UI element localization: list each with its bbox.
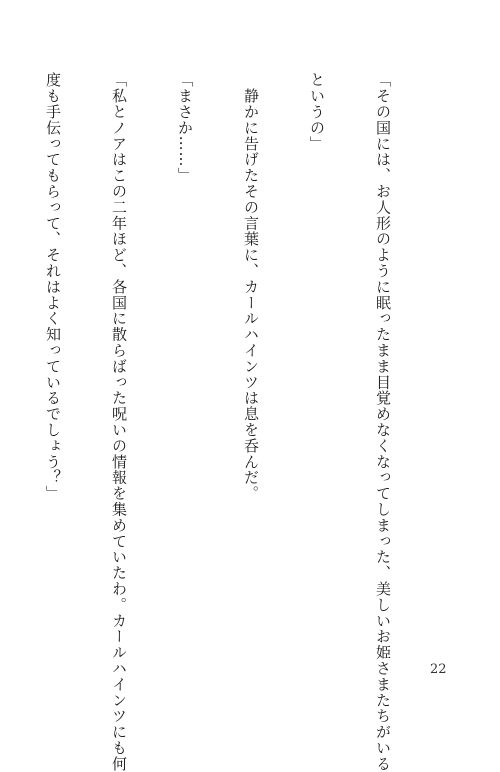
text-line: というの」 (308, 72, 326, 152)
text-line: 「私とノアはこの二年ほど、各国に散らばった呪いの情報を集めていたわ。カールハインツにも何 (110, 72, 128, 772)
text-line: 静かに告げたその言葉に、カールハインツは息を呑んだ。 (242, 72, 260, 502)
novel-page-text (0, 72, 438, 772)
text-line: 「その国には、お人形のように眠ったまま目覚めなくなってしまった、美しいお姫さまたちがいる (374, 72, 392, 772)
page-number: 22 (430, 662, 447, 677)
text-line: 「まさか……」 (176, 72, 194, 184)
text-line: 度も手伝ってもらって、それはよく知っているでしょう？」 (44, 72, 62, 502)
